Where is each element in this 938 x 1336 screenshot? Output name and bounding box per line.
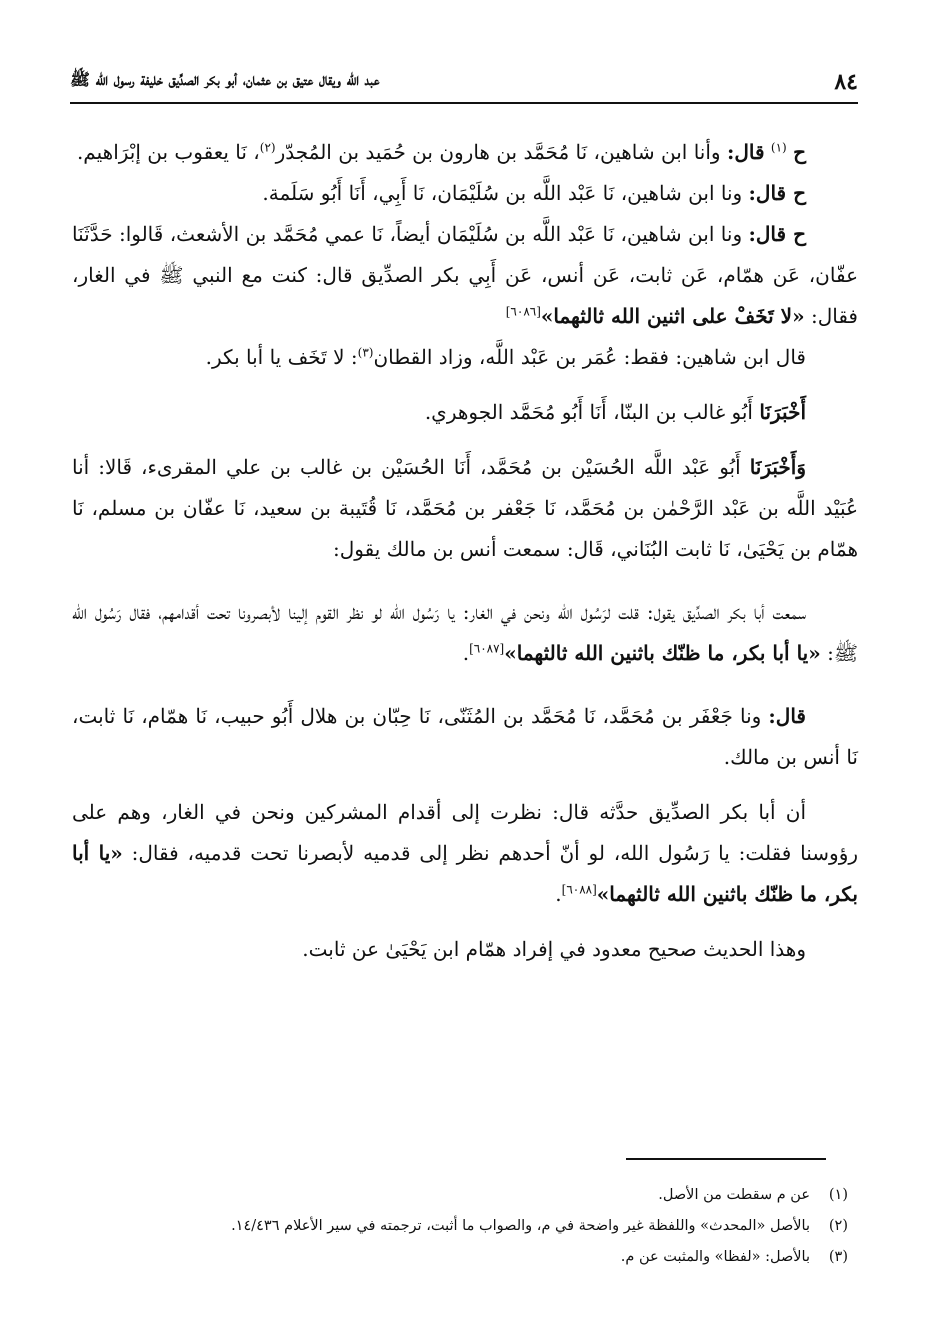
footnote-text: عن م سقطت من الأصل. (658, 1187, 810, 1203)
hadith-quote: «يا أبا بكر، ما ظنّك باثنين الله ثالثهما» (504, 641, 821, 665)
hadith-quote: «لا تَخَفْ على اثنين الله ثالثهما» (540, 304, 805, 328)
paragraph-7 (72, 592, 858, 674)
paragraph-8 (72, 696, 858, 778)
paragraph-9 (72, 792, 858, 915)
running-title: عبد الله ويقال عتيق بن عثمان، أبو بكر الصدِّيق خليفة رسول الله ﷺ (70, 70, 380, 89)
paragraph-text: وهذا الحديث صحيح معدود في إفراد همّام ابن يَحْيَىٰ عن ثابت. (302, 937, 806, 961)
footnote (80, 1242, 848, 1273)
paragraph-text: قال ابن شاهين: فقط: عُمَر بن عَبْد اللَّه، وزاد القطان (373, 345, 806, 369)
hadith-number: [٦٠٨٧] (469, 641, 505, 656)
lead-word: ح قال: (748, 181, 806, 205)
hadith-number: [٦٠٨٨] (561, 882, 597, 897)
paragraph-text: . (555, 882, 562, 906)
paragraph-2 (72, 173, 858, 214)
lead-word: قال: (726, 140, 765, 164)
footnote-separator (626, 1158, 826, 1160)
footnote-ref: (٢) (259, 140, 276, 155)
paragraph-text: ونا جَعْفَر بن مُحَمَّد، نَا مُحَمَّد بن المُثَنّى، نَا حِبّان بن هلال أَبُو حبيب، نَا همّام، نَا ثابت، نَا أنس بن مالك. (72, 704, 858, 769)
hadith-number: [٦٠٨٦] (505, 304, 541, 319)
main-text (72, 132, 858, 970)
paragraph-text: ونا ابن شاهين، نَا عَبْد اللَّه بن سُلَيْمَان أيضاً، نَا عمي مُحَمَّد بن الأشعث، قَالوا: حَدَّثَنَا عفّان، عَن همّام، عَن ثابت، عَن أنس، عَن أَبِي بكر الصدِّيق قال: كنت مع النبي ﷺ في الغار، فقال: (72, 222, 858, 328)
lead-word: وَأَخْبَرَنَا (749, 455, 806, 479)
hadith-quote: «يا أبا بكر، ما ظنّك باثنين الله ثالثهما» (72, 841, 858, 906)
paragraph-text: أن أبا بكر الصدِّيق حدَّثه قال: نظرت إلى أقدام المشركين ونحن في الغار، وهم على رؤوسنا فقلت: يا رَسُول الله، لو أنّ أحدهم نظر إلى قدميه لأبصرنا تحت قدميه، فقال: (72, 800, 859, 865)
footnote-text: بالأصل: «لفظا» والمثبت عن م. (620, 1249, 810, 1265)
footnote-number: (٣) (828, 1249, 848, 1265)
page-header (70, 62, 858, 104)
lead-word: أَخْبَرَنَا (759, 400, 806, 424)
lead-word: قال: (768, 704, 806, 728)
paragraph-text: ونا ابن شاهين، نَا عَبْد اللَّه بن سُلَيْمَان، نَا أَبِي، أَنَا أَبُو سَلَمة. (262, 181, 743, 205)
footnotes (80, 1180, 848, 1273)
paragraph-text: أَبُو غالب بن البنّا، أَنَا أَبُو مُحَمَّد الجوهري. (424, 400, 753, 424)
paragraph-text: سمعت أبا بكر الصدِّيق يقول: قلت لرَسُول الله ونحن في الغار: يا رَسُول الله لو نظر القوم إلينا لأبصرونا تحت أقدامهم، فقال رَسُول الله ﷺ: (72, 600, 858, 665)
footnote-ref: (٣) (357, 345, 374, 360)
paragraph-4 (72, 337, 858, 378)
footnote (80, 1211, 848, 1242)
paragraph-text: : لا تَخَف يا أبا بكر. (205, 345, 358, 369)
paragraph-5 (72, 392, 858, 433)
paragraph-1 (72, 132, 858, 173)
footnote-text: بالأصل «المحدث» واللفظة غير واضحة في م، والصواب ما أثبت، ترجمته في سير الأعلام ١٤/٤٣٦. (231, 1218, 810, 1234)
footnote-ref: (١) (770, 140, 787, 155)
paragraph-3 (72, 214, 858, 337)
hadith-marker: ح (793, 140, 806, 164)
footnote-number: (١) (828, 1187, 848, 1203)
footnote (80, 1180, 848, 1211)
paragraph-6 (72, 447, 858, 570)
page-number: ٨٤ (834, 69, 858, 95)
paragraph-text: . (462, 641, 470, 665)
lead-word: ح قال: (748, 222, 806, 246)
paragraph-text: أَبُو عَبْد اللَّه الحُسَيْن بن مُحَمَّد، أَنَا الحُسَيْن بن غالب بن علي المقرىء، قَالا: أنا عُبَيْد اللَّه بن عَبْد الرَّحْمٰن بن مُحَمَّد، نَا جَعْفر بن مُحَمَّد، نَا قُتَيبة بن سعيد، نَا عفّان بن مسلم، نَا همّام بن يَحْيَىٰ، نَا ثابت البُنَاني، قَال: سمعت أنس بن مالك يقول: (72, 455, 858, 561)
footnote-number: (٢) (828, 1218, 848, 1234)
paragraph-10 (72, 929, 858, 970)
paragraph-text: وأنا ابن شاهين، نَا مُحَمَّد بن هارون بن حُمَيد بن المُجدّر (275, 140, 721, 164)
paragraph-text: ، نَا يعقوب بن إبْرَاهيم. (76, 140, 260, 164)
